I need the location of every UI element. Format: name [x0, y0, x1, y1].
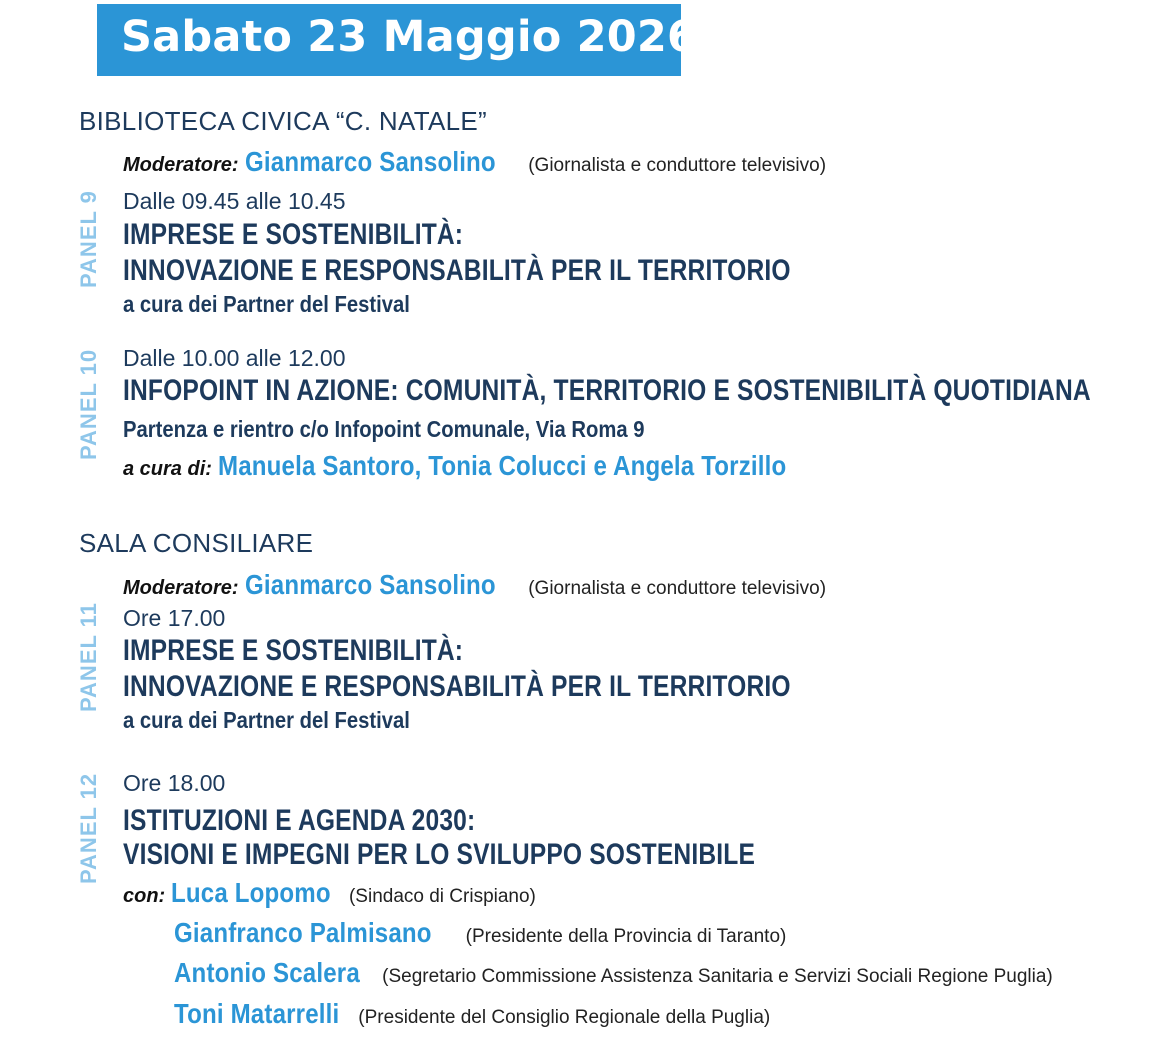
moderator-label: Moderatore: — [123, 577, 239, 599]
panel-12-title-1: ISTITUZIONI E AGENDA 2030: — [123, 804, 476, 837]
moderator-role: (Giornalista e conduttore televisivo) — [528, 155, 827, 176]
moderator-name: Gianmarco Sansolino — [244, 146, 496, 177]
speaker-row — [123, 877, 536, 909]
curated-names: Manuela Santoro, Tonia Colucci e Angela Torzillo — [217, 450, 787, 481]
panel-10-time: Dalle 10.00 alle 12.00 — [123, 345, 346, 371]
speaker-row — [174, 957, 1053, 989]
panel-10-title: INFOPOINT IN AZIONE: COMUNITÀ, TERRITORIO E SOSTENIBILITÀ QUOTIDIANA — [123, 374, 1091, 407]
date-banner — [97, 4, 698, 76]
moderator-label: Moderatore: — [123, 154, 239, 176]
panel-11-title-2: INNOVAZIONE E RESPONSABILITÀ PER IL TERRITORIO — [123, 670, 791, 703]
speaker-role: (Presidente della Provincia di Taranto) — [465, 926, 787, 947]
speaker-role: (Sindaco di Crispiano) — [348, 886, 536, 907]
speaker-name: Toni Matarrelli — [174, 998, 340, 1029]
panel-12-title-2: VISIONI E IMPEGNI PER LO SVILUPPO SOSTENIBILE — [123, 838, 756, 871]
moderator-role: (Giornalista e conduttore televisivo) — [528, 578, 827, 599]
panel-11-title-1: IMPRESE E SOSTENIBILITÀ: — [123, 634, 464, 667]
speaker-role: (Presidente del Consiglio Regionale della Puglia) — [358, 1007, 771, 1028]
panel-label-12: PANEL 12 — [76, 772, 101, 884]
panel-label-11: PANEL 11 — [76, 602, 101, 712]
panel-label-9: PANEL 9 — [76, 190, 101, 288]
speaker-row — [174, 917, 786, 949]
panel-label-10: PANEL 10 — [76, 348, 101, 460]
with-label: con: — [123, 885, 166, 907]
panel-9-credit: a cura dei Partner del Festival — [123, 291, 410, 317]
panel-12-time: Ore 18.00 — [123, 770, 226, 796]
panel-11-credit: a cura dei Partner del Festival — [123, 707, 410, 733]
speaker-row — [174, 998, 770, 1030]
panel-9-title-1: IMPRESE E SOSTENIBILITÀ: — [123, 218, 464, 251]
panel-10-curated — [123, 450, 865, 482]
moderator-line-1 — [123, 146, 826, 178]
panel-11-time: Ore 17.00 — [123, 605, 226, 631]
venue-biblioteca: BIBLIOTECA CIVICA “C. NATALE” — [79, 106, 487, 136]
venue-sala-consiliare: SALA CONSILIARE — [79, 528, 314, 558]
panel-10-location: Partenza e rientro c/o Infopoint Comunale, Via Roma 9 — [123, 416, 645, 442]
speaker-name: Antonio Scalera — [174, 957, 360, 988]
moderator-name: Gianmarco Sansolino — [244, 569, 496, 600]
panel-9-title-2: INNOVAZIONE E RESPONSABILITÀ PER IL TERRITORIO — [123, 254, 791, 287]
moderator-line-2 — [123, 569, 826, 601]
speaker-name: Gianfranco Palmisano — [174, 917, 432, 948]
speaker-name: Luca Lopomo — [171, 877, 331, 908]
panel-9-time: Dalle 09.45 alle 10.45 — [123, 188, 346, 214]
date-title: Sabato 23 Maggio 2026 — [121, 12, 698, 62]
speaker-role: (Segretario Commissione Assistenza Sanitaria e Servizi Sociali Regione Puglia) — [382, 966, 1053, 987]
curated-label: a cura di: — [123, 458, 212, 480]
